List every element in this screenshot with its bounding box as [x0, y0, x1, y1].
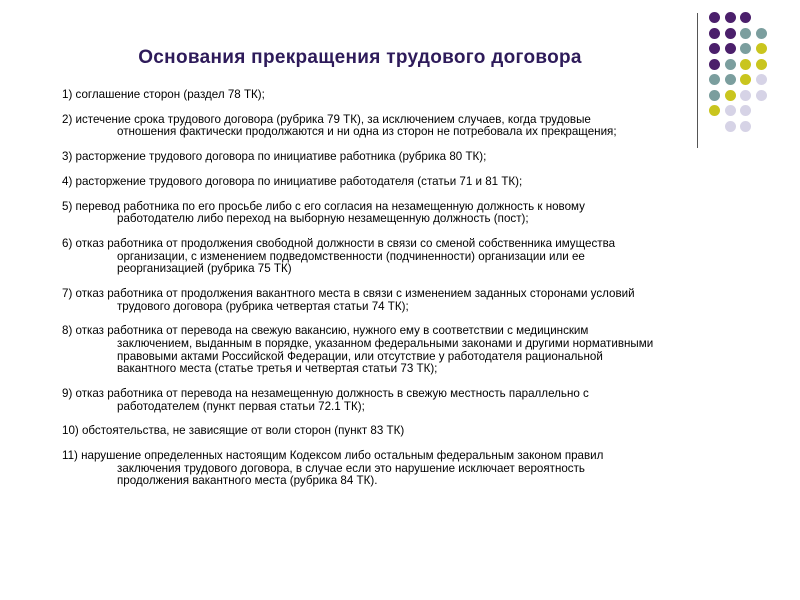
list-item-2: 2) истечение срока трудового договора (рубрика 79 ТК), за исключением случаев, когда трудовые отношения фактически продолжаются и ни одна из сторон не потребовала их прекращения; — [62, 112, 617, 139]
decorative-dot — [756, 43, 767, 54]
decorative-dot — [740, 28, 751, 39]
list-item-10: 10) обстоятельства, не зависящие от воли сторон (пункт 83 ТК) — [62, 424, 405, 438]
decorative-dot — [709, 12, 720, 23]
list-item-5: 5) перевод работника по его просьбе либо с его согласия на незамещенную должность к новому работодателю либо переход на выборную незамещенную должность (пост); — [62, 199, 585, 226]
list-item-1: 1) соглашение сторон (раздел 78 ТК); — [62, 88, 265, 101]
list-item-6: 6) отказ работника от продолжения свободной должности в связи со сменой собственника имущества организации, с изменением подведомственности (подчиненности) организации или ее реорганизацией (рубрика 75 ТК) — [62, 237, 616, 276]
decorative-dot — [725, 28, 736, 39]
decorative-dot — [740, 74, 751, 85]
decorative-dot — [740, 43, 751, 54]
list-item-7: 7) отказ работника от продолжения вакантного места в связи с изменением заданных сторонами условий трудового договора (рубрика четвертая статьи 74 ТК); — [62, 287, 635, 313]
list-item-4: 4) расторжение трудового договора по инициативе работодателя (статьи 71 и 81 ТК); — [62, 174, 523, 188]
decorative-dot — [756, 59, 767, 70]
list-item-11: 11) нарушение определенных настоящим Кодексом либо остальным федеральным законом правил заключения трудового договора, в случае если это нарушение исключает вероятность продолжения вакантного места (рубрика 84 ТК). — [62, 449, 604, 488]
list-item-9: 9) отказ работника от перевода на незамещенную должность в свежую местность параллельно с работодателем (пункт первая статьи 72.1 ТК); — [62, 387, 589, 413]
decorative-dot — [756, 90, 767, 101]
list-item-8: 8) отказ работника от перевода на свежую вакансию, нужного ему в соответствии с медицинским заключением, выданным в порядке, указанном федеральными законами и другими нормативными правовыми актами Российской Федерации, или отсутствие у работодателя рациональной вакантного места (статье третья и четвертая статьи 73 ТК); — [62, 324, 654, 376]
decorative-dot — [709, 43, 720, 54]
decorative-dot — [756, 74, 767, 85]
decorative-dot — [725, 43, 736, 54]
decorative-dot — [740, 12, 751, 23]
decorative-dot — [740, 59, 751, 70]
decorative-dot — [709, 59, 720, 70]
decorative-dot — [725, 74, 736, 85]
slide-title: Основания прекращения трудового договора — [138, 47, 582, 68]
decorative-dot — [709, 28, 720, 39]
list-item-3: 3) расторжение трудового договора по инициативе работника (рубрика 80 ТК); — [62, 150, 487, 164]
decorative-dot — [756, 28, 767, 39]
decorative-dot — [725, 12, 736, 23]
decorative-dot — [709, 74, 720, 85]
decorative-dot — [725, 59, 736, 70]
termination-grounds-list — [62, 89, 742, 500]
